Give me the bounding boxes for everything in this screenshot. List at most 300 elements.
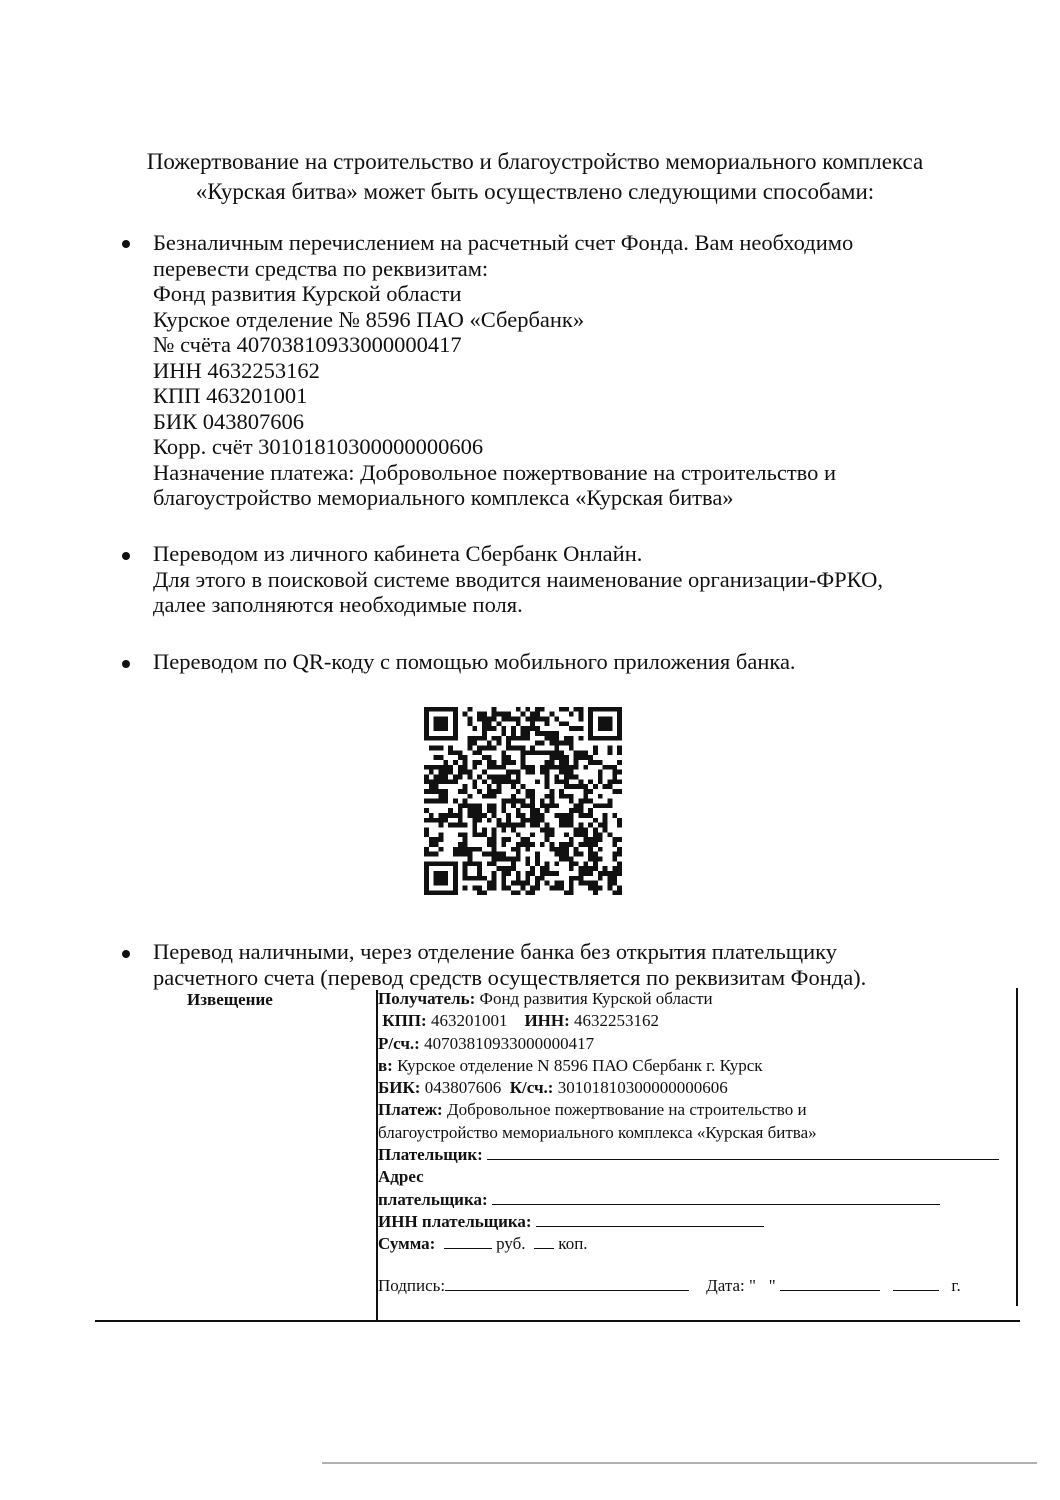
qr-module	[443, 760, 448, 765]
qr-module	[525, 770, 530, 775]
qr-module	[429, 770, 434, 775]
qr-module	[477, 716, 482, 721]
qr-module	[598, 886, 603, 891]
qr-module	[583, 881, 588, 886]
qr-module	[458, 789, 463, 794]
qr-module	[477, 803, 482, 808]
qr-module	[463, 837, 468, 842]
qr-module	[492, 852, 497, 857]
method1-line: Корр. счёт 30101810300000000606	[153, 434, 484, 459]
qr-module	[472, 765, 477, 770]
qr-module	[525, 707, 530, 712]
qr-module	[608, 886, 613, 891]
qr-module	[579, 712, 584, 717]
qr-module	[612, 871, 617, 876]
qr-module	[458, 813, 463, 818]
qr-module	[511, 794, 516, 799]
qr-module	[569, 886, 574, 891]
qr-module	[545, 784, 550, 789]
qr-module	[583, 871, 588, 876]
qr-module	[617, 789, 622, 794]
qr-module	[564, 779, 569, 784]
qr-module	[492, 808, 497, 813]
qr-module	[438, 789, 443, 794]
qr-module	[574, 808, 579, 813]
qr-module	[550, 750, 555, 755]
qr-module	[588, 760, 593, 765]
qr-module	[535, 813, 540, 818]
qr-module	[588, 779, 593, 784]
qr-module	[516, 876, 521, 881]
qr-module	[501, 726, 506, 731]
qr-module	[501, 876, 506, 881]
qr-module	[574, 832, 579, 837]
notice-label: Извещение	[187, 990, 273, 1009]
qr-module	[579, 750, 584, 755]
qr-module	[593, 803, 598, 808]
qr-module	[603, 866, 608, 871]
qr-module	[598, 823, 603, 828]
qr-module	[492, 745, 497, 750]
qr-module	[554, 736, 559, 741]
qr-module	[574, 707, 579, 712]
qr-module	[530, 813, 535, 818]
qr-module	[554, 861, 559, 866]
qr-module	[569, 726, 574, 731]
qr-module	[554, 886, 559, 891]
qr-module	[559, 794, 564, 799]
qr-module	[477, 813, 482, 818]
qr-module	[448, 770, 453, 775]
qr-module	[458, 803, 463, 808]
qr-module	[492, 813, 497, 818]
qr-module	[579, 726, 584, 731]
qr-module	[579, 803, 584, 808]
qr-module	[506, 799, 511, 804]
qr-module	[516, 871, 521, 876]
qr-module	[559, 842, 564, 847]
qr-module	[429, 789, 434, 794]
qr-module	[535, 876, 540, 881]
qr-module	[511, 847, 516, 852]
rub-label: руб.	[496, 1234, 526, 1254]
qr-module	[569, 741, 574, 746]
qr-module	[467, 857, 472, 862]
qr-module	[564, 784, 569, 789]
qr-module	[535, 886, 540, 891]
qr-module	[492, 789, 497, 794]
qr-module	[617, 847, 622, 852]
qr-module	[588, 808, 593, 813]
qr-module	[487, 837, 492, 842]
qr-module	[588, 866, 593, 871]
qr-module	[492, 876, 497, 881]
qr-module	[492, 707, 497, 712]
qr-module	[521, 813, 526, 818]
qr-module	[438, 779, 443, 784]
method1-line: Безналичным перечислением на расчетный счет Фонда. Вам необходимо	[153, 230, 854, 255]
qr-module	[617, 760, 622, 765]
qr-module	[424, 832, 429, 837]
qr-module	[603, 828, 608, 833]
qr-module	[492, 832, 497, 837]
qr-module	[540, 716, 545, 721]
qr-module	[574, 726, 579, 731]
bullet-icon	[122, 660, 130, 668]
date-year-field[interactable]	[893, 1276, 939, 1291]
qr-module	[477, 847, 482, 852]
qr-module	[535, 857, 540, 862]
qr-module	[429, 799, 434, 804]
qr-module	[569, 770, 574, 775]
qr-module	[554, 847, 559, 852]
qr-module	[525, 803, 530, 808]
qr-module	[438, 755, 443, 760]
qr-module	[612, 881, 617, 886]
qr-module	[574, 784, 579, 789]
qr-module	[434, 784, 439, 789]
qr-module	[438, 765, 443, 770]
qr-module	[593, 784, 598, 789]
qr-module	[579, 784, 584, 789]
qr-module	[501, 866, 506, 871]
qr-module	[492, 765, 497, 770]
qr-module	[506, 857, 511, 862]
qr-code-image[interactable]	[424, 706, 622, 896]
qr-module	[429, 779, 434, 784]
qr-module	[458, 750, 463, 755]
qr-module	[545, 803, 550, 808]
qr-module	[496, 721, 501, 726]
qr-module	[550, 712, 555, 717]
method1-line: Курское отделение № 8596 ПАО «Сбербанк»	[153, 306, 585, 332]
payment-purpose-1: Добровольное пожертвование на строительство и	[446, 1100, 807, 1120]
qr-module	[429, 837, 434, 842]
qr-module	[443, 794, 448, 799]
qr-module	[559, 813, 564, 818]
qr-module	[467, 852, 472, 857]
title-line-2: «Курская битва» может быть осуществлено следующими способами:	[195, 179, 875, 204]
qr-module	[492, 716, 497, 721]
qr-module	[559, 857, 564, 862]
qr-module	[472, 861, 477, 866]
qr-module	[525, 837, 530, 842]
qr-module	[463, 861, 468, 866]
qr-module	[467, 707, 472, 712]
qr-module	[545, 866, 550, 871]
signature-label: Подпись:	[378, 1276, 446, 1295]
qr-module	[535, 861, 540, 866]
qr-module	[579, 707, 584, 712]
qr-module	[603, 784, 608, 789]
qr-module	[535, 808, 540, 813]
qr-module	[511, 823, 516, 828]
qr-module	[492, 886, 497, 891]
qr-module	[463, 760, 468, 765]
qr-module	[574, 852, 579, 857]
qr-module	[559, 770, 564, 775]
qr-module	[540, 813, 545, 818]
qr-module	[579, 828, 584, 833]
qr-module	[472, 736, 477, 741]
qr-module	[612, 890, 617, 895]
qr-module	[530, 886, 535, 891]
qr-module	[467, 745, 472, 750]
qr-module	[540, 765, 545, 770]
qr-module	[545, 881, 550, 886]
qr-module	[559, 755, 564, 760]
qr-module	[448, 823, 453, 828]
qr-module	[506, 712, 511, 717]
qr-module	[472, 823, 477, 828]
qr-module	[511, 760, 516, 765]
qr-module	[492, 774, 497, 779]
qr-module	[612, 876, 617, 881]
qr-module	[535, 852, 540, 857]
qr-module	[545, 760, 550, 765]
qr-module	[583, 828, 588, 833]
qr-module	[617, 871, 622, 876]
qr-module	[477, 808, 482, 813]
qr-module	[583, 789, 588, 794]
qr-module	[438, 745, 443, 750]
qr-module	[550, 760, 555, 765]
qr-module	[569, 818, 574, 823]
qr-module	[472, 876, 477, 881]
payer-field[interactable]	[487, 1145, 999, 1160]
qr-module	[453, 760, 458, 765]
qr-module	[487, 794, 492, 799]
qr-module	[511, 857, 516, 862]
qr-module	[559, 779, 564, 784]
qr-module	[593, 890, 598, 895]
qr-module	[554, 774, 559, 779]
qr-module	[516, 789, 521, 794]
qr-module	[608, 765, 613, 770]
sum-kop-field[interactable]	[534, 1234, 554, 1249]
payment-label: Платеж:	[378, 1100, 443, 1120]
payer-inn-field[interactable]	[536, 1212, 764, 1227]
method4-line: Перевод наличными, через отделение банка без открытия плательщику	[153, 939, 838, 964]
qr-module	[477, 712, 482, 717]
qr-module	[525, 750, 530, 755]
qr-module	[492, 861, 497, 866]
qr-module	[579, 716, 584, 721]
date-month-field[interactable]	[780, 1276, 880, 1291]
qr-module	[496, 765, 501, 770]
qr-module	[501, 842, 506, 847]
qr-module	[487, 852, 492, 857]
qr-module	[487, 881, 492, 886]
qr-module	[569, 837, 574, 842]
method1-line: № счёта 40703810933000000417	[153, 332, 462, 357]
qr-module	[482, 794, 487, 799]
qr-module	[612, 842, 617, 847]
qr-module	[530, 842, 535, 847]
qr-module	[559, 741, 564, 746]
qr-module	[458, 808, 463, 813]
qr-module	[506, 779, 511, 784]
qr-module	[579, 736, 584, 741]
qr-module	[429, 813, 434, 818]
qr-module	[477, 774, 482, 779]
method-bank-transfer	[153, 230, 853, 511]
qr-module	[458, 842, 463, 847]
qr-module	[564, 736, 569, 741]
qr-module	[501, 881, 506, 886]
qr-module	[496, 741, 501, 746]
qr-module	[545, 871, 550, 876]
qr-module	[540, 750, 545, 755]
qr-module	[458, 774, 463, 779]
qr-module	[496, 789, 501, 794]
qr-module	[564, 721, 569, 726]
qr-module	[569, 712, 574, 717]
qr-module	[530, 794, 535, 799]
qr-module	[530, 808, 535, 813]
signature-field[interactable]	[445, 1276, 689, 1291]
qr-module	[434, 842, 439, 847]
method2-line: далее заполняются необходимые поля.	[153, 592, 523, 617]
bik-label: БИК:	[378, 1078, 421, 1098]
qr-module	[525, 716, 530, 721]
qr-module	[487, 774, 492, 779]
qr-module	[506, 866, 511, 871]
qr-module	[525, 876, 530, 881]
qr-module	[458, 832, 463, 837]
qr-module	[564, 755, 569, 760]
qr-module	[598, 847, 603, 852]
qr-module	[434, 765, 439, 770]
qr-module	[482, 890, 487, 895]
qr-module	[574, 876, 579, 881]
qr-module	[588, 881, 593, 886]
qr-module	[569, 765, 574, 770]
qr-module	[482, 721, 487, 726]
qr-module	[506, 745, 511, 750]
qr-module	[554, 871, 559, 876]
qr-module	[612, 813, 617, 818]
qr-module	[467, 736, 472, 741]
qr-module	[530, 712, 535, 717]
qr-module	[598, 794, 603, 799]
qr-module	[598, 832, 603, 837]
qr-module	[467, 803, 472, 808]
qr-module	[516, 857, 521, 862]
qr-module	[550, 803, 555, 808]
qr-module	[540, 731, 545, 736]
qr-module	[598, 857, 603, 862]
qr-module	[579, 779, 584, 784]
qr-module	[496, 712, 501, 717]
qr-module	[535, 779, 540, 784]
qr-module	[525, 726, 530, 731]
qr-module	[564, 741, 569, 746]
qr-module	[540, 770, 545, 775]
qr-module	[574, 750, 579, 755]
qr-module	[525, 789, 530, 794]
qr-module	[434, 779, 439, 784]
qr-module	[496, 779, 501, 784]
qr-module	[496, 852, 501, 857]
sum-rub-field[interactable]	[444, 1234, 492, 1249]
qr-module	[530, 799, 535, 804]
qr-module	[424, 774, 429, 779]
qr-module	[593, 852, 598, 857]
qr-module	[477, 886, 482, 891]
qr-module	[443, 779, 448, 784]
method4-line: расчетного счета (перевод средств осуществляется по реквизитам Фонда).	[153, 964, 867, 990]
method-qr-code	[153, 649, 796, 675]
qr-module	[593, 818, 598, 823]
qr-module	[593, 861, 598, 866]
qr-module	[593, 828, 598, 833]
qr-module	[550, 847, 555, 852]
qr-module	[501, 712, 506, 717]
qr-module	[525, 731, 530, 736]
qr-module	[569, 745, 574, 750]
scan-artifact-line	[322, 1462, 1037, 1464]
method1-line: перевести средства по реквизитам:	[153, 255, 489, 281]
qr-module	[424, 852, 429, 857]
qr-module	[608, 799, 613, 804]
qr-module	[472, 784, 477, 789]
corr-value: 30101810300000000606	[557, 1078, 728, 1098]
qr-module	[550, 871, 555, 876]
qr-module	[487, 784, 492, 789]
qr-module	[525, 736, 530, 741]
qr-module	[511, 803, 516, 808]
qr-module	[598, 803, 603, 808]
qr-module	[525, 847, 530, 852]
qr-module	[429, 852, 434, 857]
qr-module	[492, 828, 497, 833]
qr-module	[525, 881, 530, 886]
qr-module	[579, 852, 584, 857]
qr-module	[511, 784, 516, 789]
qr-module	[463, 755, 468, 760]
qr-module	[521, 712, 526, 717]
qr-module	[550, 765, 555, 770]
qr-module	[458, 847, 463, 852]
qr-module	[617, 770, 622, 775]
qr-module	[492, 842, 497, 847]
qr-module	[540, 707, 545, 712]
address-field[interactable]	[492, 1190, 940, 1205]
qr-module	[477, 760, 482, 765]
qr-module	[458, 823, 463, 828]
qr-module	[438, 770, 443, 775]
qr-module	[612, 770, 617, 775]
qr-module	[472, 779, 477, 784]
qr-module	[617, 886, 622, 891]
qr-module	[521, 784, 526, 789]
qr-module	[463, 852, 468, 857]
qr-module	[559, 886, 564, 891]
title-line-1: Пожертвование на строительство и благоустройство мемориального комплекса	[146, 149, 924, 174]
qr-module	[443, 818, 448, 823]
qr-module	[516, 881, 521, 886]
qr-module	[603, 803, 608, 808]
qr-module	[511, 716, 516, 721]
qr-module	[492, 736, 497, 741]
qr-module	[569, 799, 574, 804]
qr-module	[588, 823, 593, 828]
qr-module	[516, 736, 521, 741]
qr-module	[516, 716, 521, 721]
qr-module	[487, 716, 492, 721]
qr-module	[463, 784, 468, 789]
